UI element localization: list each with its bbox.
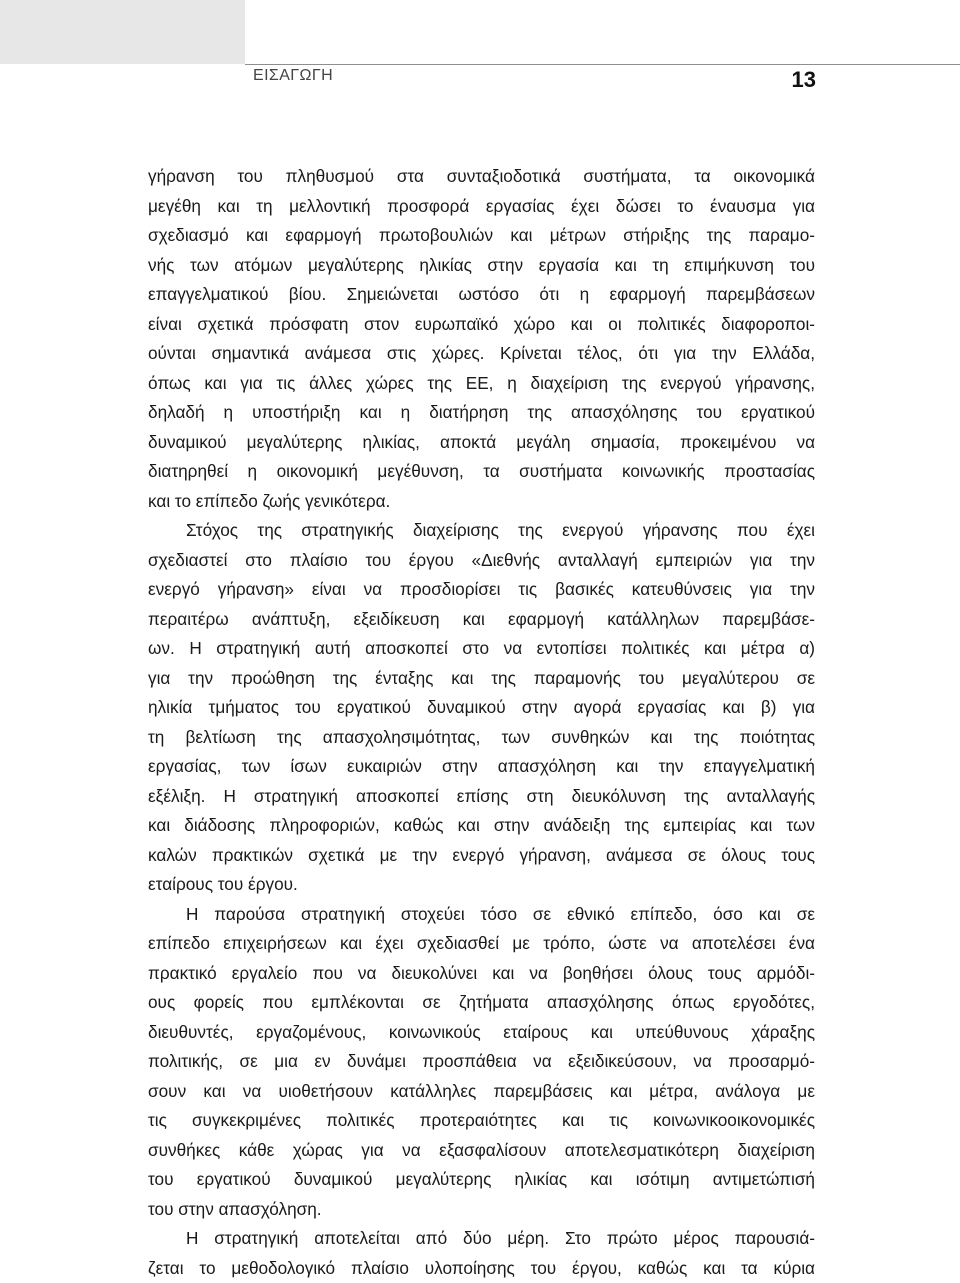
text-line: ζεται το μεθοδολογικό πλαίσιο υλοποίησης του έργου, καθώς και τα κύρια [148,1254,815,1283]
text-line: τις συγκεκριμένες πολιτικές προτεραιότητες και τις κοινωνικοοικονομικές [148,1106,815,1136]
text-line: εργασίας, των ίσων ευκαιριών στην απασχόληση και την επαγγελματική [148,752,815,782]
text-line: για την προώθηση της ένταξης και της παραμονής του μεγαλύτερου σε [148,664,815,694]
text-line: περαιτέρω ανάπτυξη, εξειδίκευση και εφαρμογή κατάλληλων παρεμβάσε- [148,605,815,635]
text-line: δηλαδή η υποστήριξη και η διατήρηση της απασχόλησης του εργατικού [148,398,815,428]
text-line: δυναμικού μεγαλύτερης ηλικίας, αποκτά μεγάλη σημασία, προκειμένου να [148,428,815,458]
header-rule [245,64,960,65]
text-line: καλών πρακτικών σχετικά με την ενεργό γήρανση, ανάμεσα σε όλους τους [148,841,815,871]
text-line: νής των ατόμων μεγαλύτερης ηλικίας στην εργασία και τη επιμήκυνση του [148,251,815,281]
text-line: πρακτικό εργαλείο που να διευκολύνει και να βοηθήσει όλους τους αρμόδι- [148,959,815,989]
text-line: Η στρατηγική αποτελείται από δύο μέρη. Στο πρώτο μέρος παρουσιά- [148,1224,815,1254]
text-line: Στόχος της στρατηγικής διαχείρισης της ενεργού γήρανσης που έχει [148,516,815,546]
text-line: τη βελτίωση της απασχολησιμότητας, των συνθηκών και της ποιότητας [148,723,815,753]
text-line: σχεδιαστεί στο πλαίσιο του έργου «Διεθνής ανταλλαγή εμπειριών για την [148,546,815,576]
text-line: του εργατικού δυναμικού μεγαλύτερης ηλικίας και ισότιμη αντιμετώπισή [148,1165,815,1195]
text-line: διατηρηθεί η οικονομική μεγέθυνση, τα συστήματα κοινωνικής προστασίας [148,457,815,487]
page-number: 13 [788,67,816,93]
text-line: και το επίπεδο ζωής γενικότερα. [148,487,815,517]
text-line: γήρανση του πληθυσμού στα συνταξιοδοτικά συστήματα, τα οικονομικά [148,162,815,192]
text-line: ούνται σημαντικά ανάμεσα στις χώρες. Κρίνεται τέλος, ότι για την Ελλάδα, [148,339,815,369]
text-line: του στην απασχόληση. [148,1195,815,1225]
text-line: ενεργό γήρανση» είναι να προσδιορίσει τις βασικές κατευθύνσεις για την [148,575,815,605]
body-text [148,162,815,1283]
text-line: εταίρους του έργου. [148,870,815,900]
text-line: και διάδοσης πληροφοριών, καθώς και στην ανάδειξη της εμπειρίας και των [148,811,815,841]
text-line: ηλικία τμήματος του εργατικού δυναμικού στην αγορά εργασίας και β) για [148,693,815,723]
running-head-title: ΕΙΣΑΓΩΓΗ [253,67,333,85]
text-line: συνθήκες κάθε χώρας για να εξασφαλίσουν αποτελεσματικότερη διαχείριση [148,1136,815,1166]
text-line: επίπεδο επιχειρήσεων και έχει σχεδιασθεί με τρόπο, ώστε να αποτελέσει ένα [148,929,815,959]
text-line: πολιτικής, σε μια εν δυνάμει προσπάθεια να εξειδικεύσουν, να προσαρμό- [148,1047,815,1077]
text-line: ων. Η στρατηγική αυτή αποσκοπεί στο να εντοπίσει πολιτικές και μέτρα α) [148,634,815,664]
text-line: σουν και να υιοθετήσουν κατάλληλες παρεμβάσεις και μέτρα, ανάλογα με [148,1077,815,1107]
text-line: μεγέθη και τη μελλοντική προσφορά εργασίας έχει δώσει το έναυσμα για [148,192,815,222]
text-line: επαγγελματικού βίου. Σημειώνεται ωστόσο ότι η εφαρμογή παρεμβάσεων [148,280,815,310]
corner-tab-block [0,0,245,64]
text-line: όπως και για τις άλλες χώρες της ΕΕ, η διαχείριση της ενεργού γήρανσης, [148,369,815,399]
text-line: εξέλιξη. Η στρατηγική αποσκοπεί επίσης στη διευκόλυνση της ανταλλαγής [148,782,815,812]
text-line: είναι σχετικά πρόσφατη στον ευρωπαϊκό χώρο και οι πολιτικές διαφοροποι- [148,310,815,340]
text-line: ους φορείς που εμπλέκονται σε ζητήματα απασχόλησης όπως εργοδότες, [148,988,815,1018]
text-line: διευθυντές, εργαζομένους, κοινωνικούς εταίρους και υπεύθυνους χάραξης [148,1018,815,1048]
text-line: σχεδιασμό και εφαρμογή πρωτοβουλιών και μέτρων στήριξης της παραμο- [148,221,815,251]
text-line: Η παρούσα στρατηγική στοχεύει τόσο σε εθνικό επίπεδο, όσο και σε [148,900,815,930]
